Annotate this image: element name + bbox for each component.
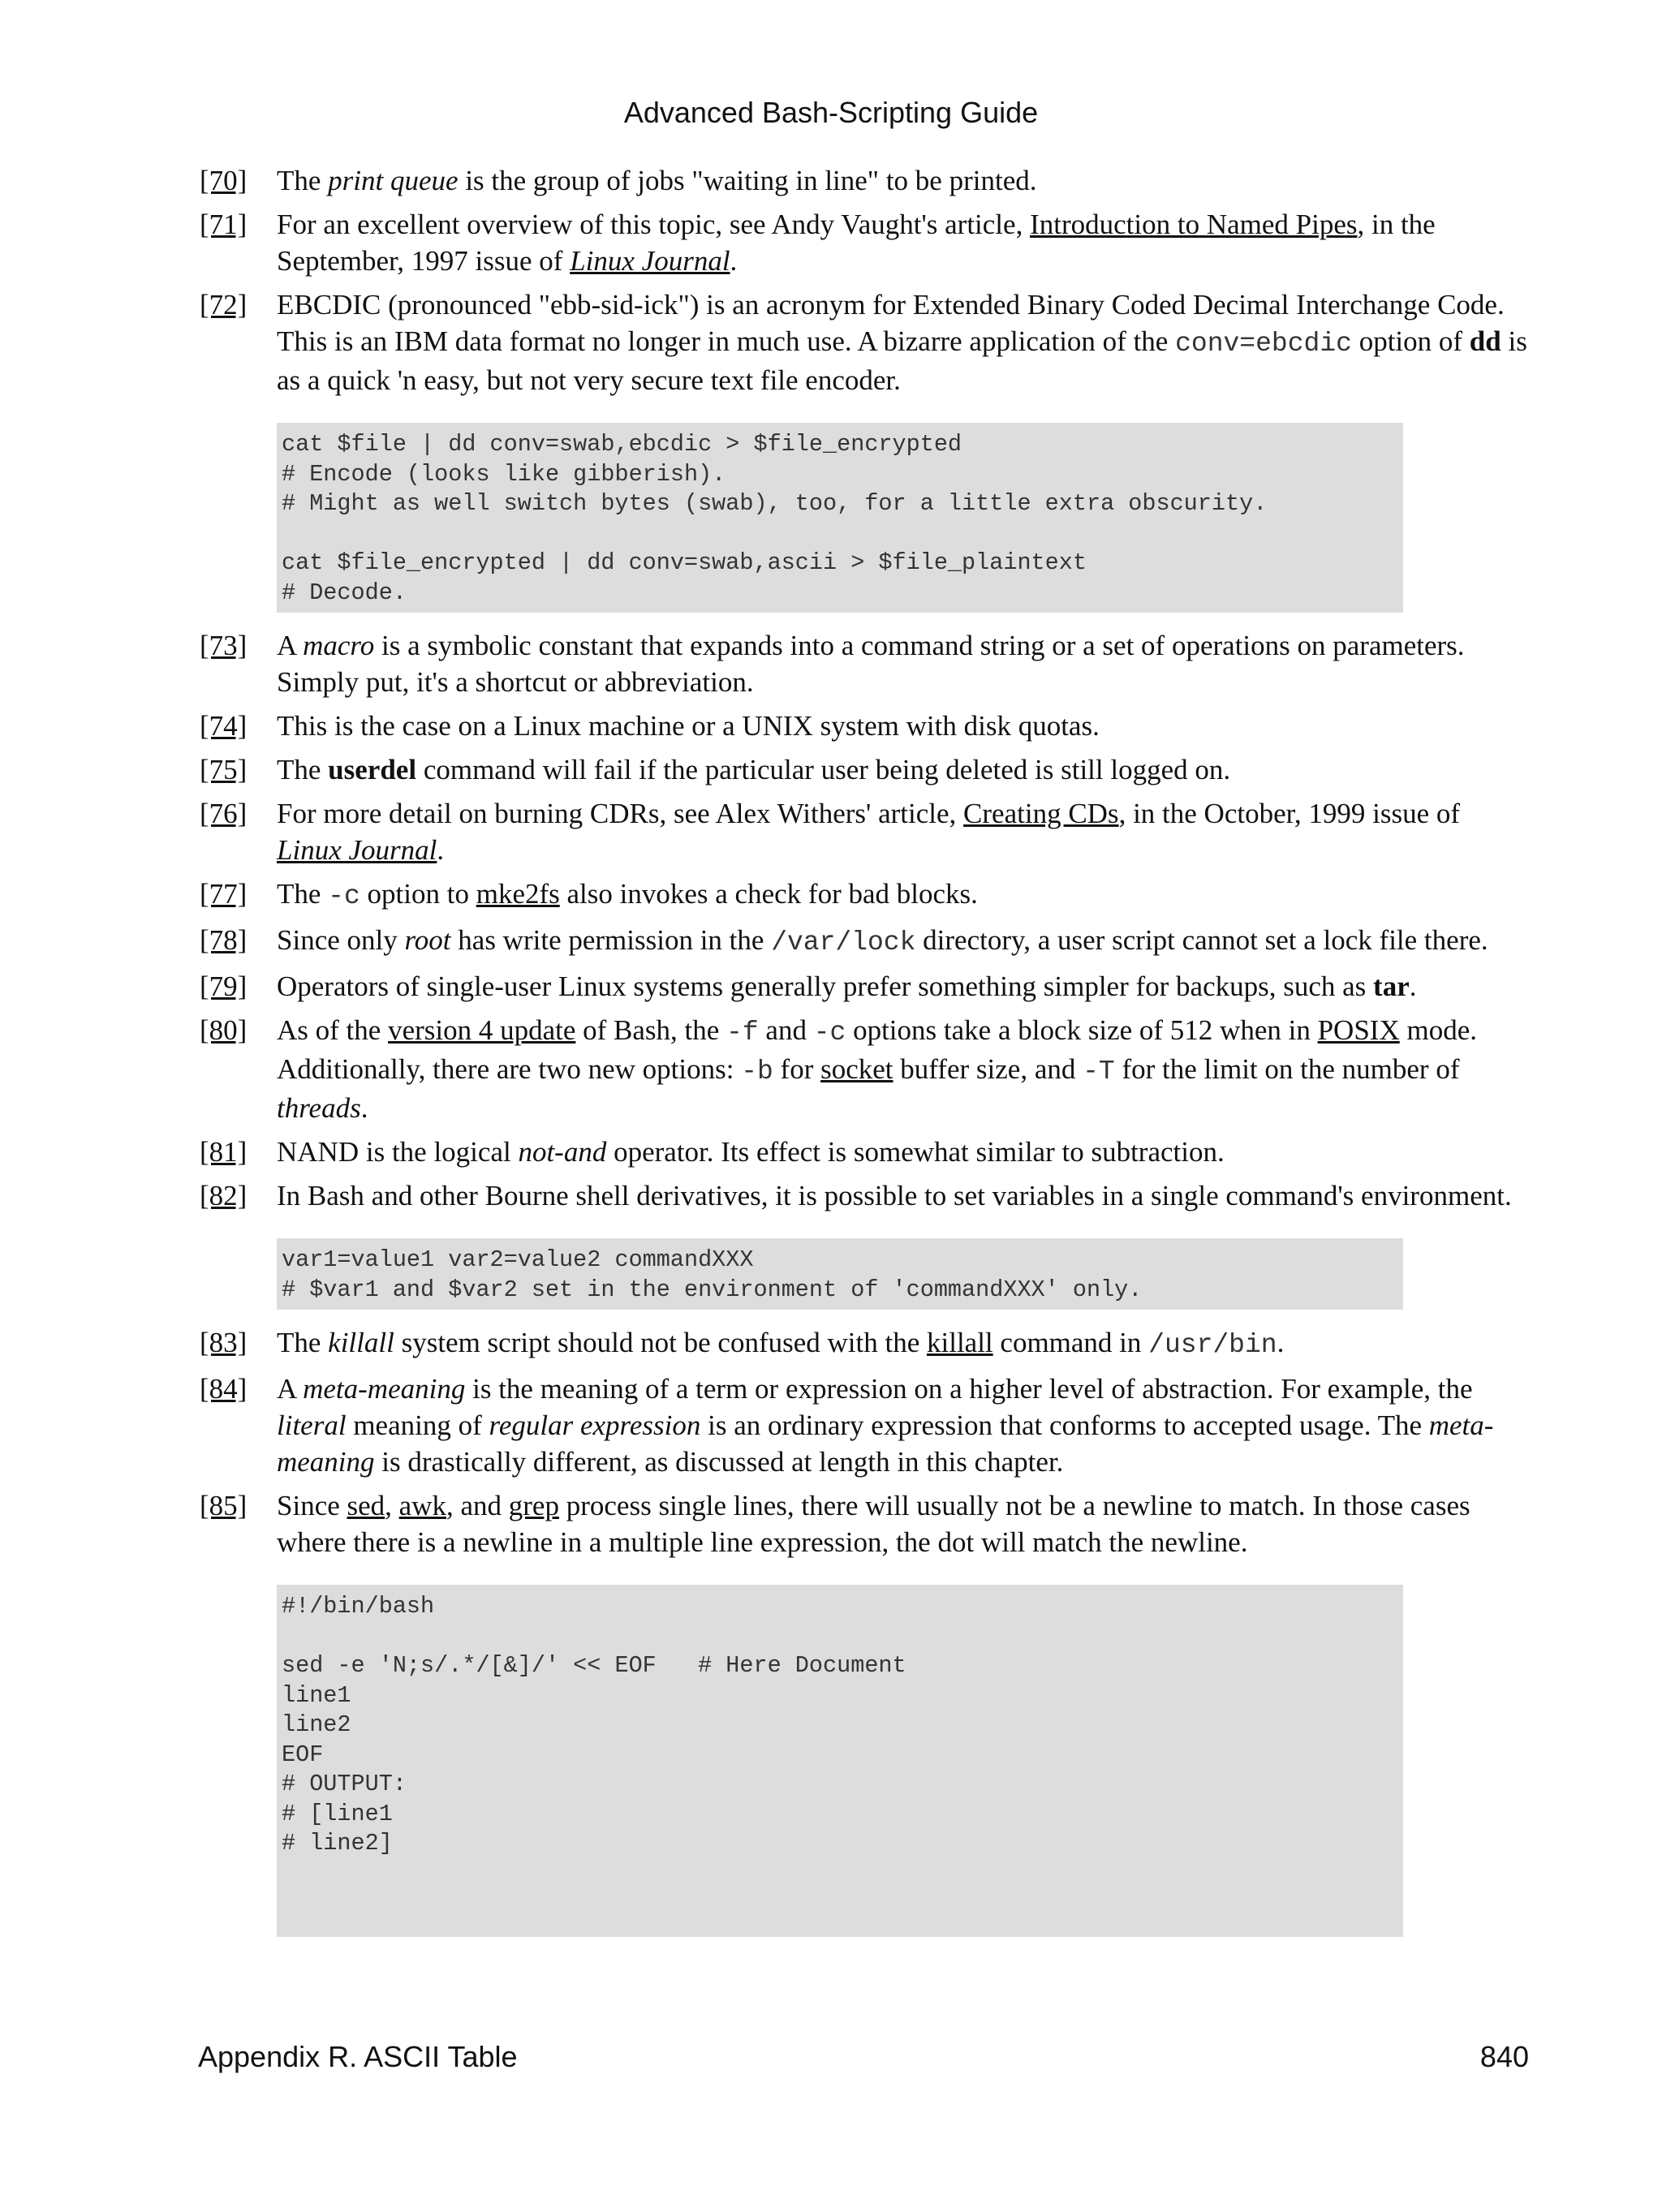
footnote-72 bbox=[200, 286, 1531, 620]
footnote-81 bbox=[200, 1134, 1531, 1170]
footnote-text bbox=[277, 1371, 1531, 1480]
link-grep[interactable]: grep bbox=[508, 1490, 559, 1521]
footnote-text bbox=[277, 162, 1531, 199]
footnote-number-link[interactable]: [81] bbox=[200, 1136, 248, 1168]
footnote-number-link[interactable]: [71] bbox=[200, 209, 248, 240]
text: A bbox=[277, 1373, 304, 1405]
text: process single lines, there will usually not be a newline to match. In those cases where there is a newline in a multiple line expression, the dot will match the newline. bbox=[277, 1490, 1470, 1558]
footnote-76 bbox=[200, 795, 1531, 868]
text: The bbox=[277, 1327, 329, 1358]
text: has write permission in the bbox=[450, 924, 772, 956]
text: Since only bbox=[277, 924, 405, 956]
footnote-text bbox=[277, 968, 1531, 1005]
footnote-79 bbox=[200, 968, 1531, 1005]
text: . bbox=[730, 245, 738, 277]
text: meaning of bbox=[346, 1409, 489, 1441]
text: , in the October, 1999 issue of bbox=[1118, 798, 1461, 829]
footnote-number-link[interactable]: [77] bbox=[200, 878, 248, 910]
text: The bbox=[277, 878, 329, 910]
emphasis: not-and bbox=[518, 1136, 607, 1168]
footnote-84 bbox=[200, 1371, 1531, 1480]
footnote-text: In Bash and other Bourne shell derivatives, it is possible to set variables in a single command's environment. bbox=[277, 1180, 1512, 1211]
text: Since bbox=[277, 1490, 347, 1521]
footnote-number-link[interactable]: [84] bbox=[200, 1373, 248, 1405]
command-name: userdel bbox=[328, 754, 417, 785]
link-linux-journal[interactable]: Linux Journal bbox=[570, 245, 730, 277]
text: is the group of jobs "waiting in line" to be printed. bbox=[458, 165, 1037, 196]
text: is the meaning of a term or expression on a higher level of abstraction. For example, the bbox=[465, 1373, 1473, 1405]
emphasis: regular expression bbox=[489, 1409, 701, 1441]
text: is an ordinary expression that conforms to accepted usage. The bbox=[700, 1409, 1429, 1441]
text: buffer size, and bbox=[893, 1053, 1083, 1085]
footnote-number-link[interactable]: [82] bbox=[200, 1180, 248, 1211]
link-sed[interactable]: sed bbox=[347, 1490, 385, 1521]
footnote-number-link[interactable]: [70] bbox=[200, 165, 248, 196]
command-name: dd bbox=[1469, 325, 1501, 357]
text: mode. Additionally, there are two new options: bbox=[277, 1014, 1477, 1085]
link-awk[interactable]: awk bbox=[398, 1490, 446, 1521]
inline-code: -f bbox=[726, 1018, 759, 1048]
text: NAND is the logical bbox=[277, 1136, 519, 1168]
text: for bbox=[773, 1053, 821, 1085]
code-block: #!/bin/bash sed -e 'N;s/.*/[&]/' << EOF # Here Document line1 line2 EOF # OUTPUT: # [line1 # line2] bbox=[277, 1585, 1403, 1937]
link-version-4-update[interactable]: version 4 update bbox=[388, 1014, 576, 1046]
footnote-77 bbox=[200, 876, 1531, 914]
footnote-78 bbox=[200, 922, 1531, 961]
code-block: cat $file | dd conv=swab,ebcdic > $file_encrypted # Encode (looks like gibberish). # Might as well switch bytes (swab), too, for a little extra obscurity. cat $file_encrypted | dd conv=swab,ascii > $file_plaintext # Decode. bbox=[277, 423, 1403, 613]
text: directory, a user script cannot set a lock file there. bbox=[915, 924, 1488, 956]
text: , in the September, 1997 issue of bbox=[277, 209, 1436, 277]
inline-code: -b bbox=[741, 1057, 773, 1087]
footnote-text bbox=[277, 795, 1531, 868]
emphasis: threads bbox=[277, 1092, 361, 1124]
footnote-text bbox=[277, 922, 1531, 961]
footnote-number-link[interactable]: [75] bbox=[200, 754, 248, 785]
link-creating-cds[interactable]: Creating CDs bbox=[963, 798, 1119, 829]
footnote-text bbox=[277, 206, 1531, 279]
link-linux-journal[interactable]: Linux Journal bbox=[277, 834, 437, 866]
text: As of the bbox=[277, 1014, 389, 1046]
emphasis: literal bbox=[277, 1409, 347, 1441]
footnote-number-link[interactable]: [72] bbox=[200, 289, 248, 321]
text: is as a quick 'n easy, but not very secure text file encoder. bbox=[277, 325, 1527, 396]
footnote-73 bbox=[200, 627, 1531, 700]
footnote-text bbox=[277, 751, 1531, 788]
page-number: 840 bbox=[1479, 2040, 1529, 2073]
footnote-number-link[interactable]: [79] bbox=[200, 970, 248, 1002]
footnote-70 bbox=[200, 162, 1531, 199]
link-named-pipes[interactable]: Introduction to Named Pipes bbox=[1030, 209, 1358, 240]
text: command in bbox=[992, 1327, 1149, 1358]
text: option of bbox=[1351, 325, 1470, 357]
text: , and bbox=[446, 1490, 509, 1521]
code-block: var1=value1 var2=value2 commandXXX # $var1 and $var2 set in the environment of 'commandXXX' only. bbox=[277, 1238, 1403, 1310]
inline-code: /usr/bin bbox=[1148, 1330, 1277, 1360]
footnote-80 bbox=[200, 1012, 1531, 1126]
text: . bbox=[1409, 970, 1417, 1002]
footnote-number-link[interactable]: [85] bbox=[200, 1490, 248, 1521]
link-posix[interactable]: POSIX bbox=[1317, 1014, 1400, 1046]
footnote-82 bbox=[200, 1177, 1531, 1317]
emphasis: meta-meaning bbox=[277, 1409, 1494, 1478]
link-mke2fs[interactable]: mke2fs bbox=[476, 878, 560, 910]
running-header: Advanced Bash-Scripting Guide bbox=[623, 96, 1039, 129]
text: The bbox=[277, 165, 329, 196]
footnote-71 bbox=[200, 206, 1531, 279]
footnote-number-link[interactable]: [78] bbox=[200, 924, 248, 956]
footnote-text bbox=[277, 876, 1531, 914]
text: options take a block size of 512 when in bbox=[846, 1014, 1318, 1046]
text: and bbox=[758, 1014, 814, 1046]
text: Operators of single-user Linux systems generally prefer something simpler for backups, such as bbox=[277, 970, 1374, 1002]
text: is drastically different, as discussed at length in this chapter. bbox=[374, 1446, 1064, 1478]
inline-code: -T bbox=[1083, 1057, 1115, 1087]
text: is a symbolic constant that expands into a command string or a set of operations on parameters. Simply put, it's a shortcut or abbreviation. bbox=[277, 630, 1465, 698]
emphasis: macro bbox=[303, 630, 375, 661]
text: . bbox=[437, 834, 445, 866]
footnote-83 bbox=[200, 1324, 1531, 1363]
footnote-number-link[interactable]: [76] bbox=[200, 798, 248, 829]
footnote-text: This is the case on a Linux machine or a UNIX system with disk quotas. bbox=[277, 710, 1100, 742]
text: operator. Its effect is somewhat similar to subtraction. bbox=[606, 1136, 1225, 1168]
footnote-75 bbox=[200, 751, 1531, 788]
footnote-number-link[interactable]: [83] bbox=[200, 1327, 248, 1358]
footnote-85 bbox=[200, 1487, 1531, 1944]
footnote-text bbox=[277, 627, 1531, 700]
text: The bbox=[277, 754, 329, 785]
text: system script should not be confused with the bbox=[394, 1327, 927, 1358]
text: also invokes a check for bad blocks. bbox=[559, 878, 978, 910]
emphasis: print queue bbox=[328, 165, 459, 196]
text: EBCDIC (pronounced "ebb-sid-ick") is an acronym for Extended Binary Coded Decimal Interchange Code. This is an IBM data format no longer in much use. A bizarre application of the bbox=[277, 289, 1505, 357]
text: , bbox=[385, 1490, 399, 1521]
command-name: tar bbox=[1373, 970, 1410, 1002]
footnotes-list bbox=[200, 162, 1531, 1952]
text: of Bash, the bbox=[575, 1014, 727, 1046]
text: A bbox=[277, 630, 304, 661]
inline-code: conv=ebcdic bbox=[1175, 329, 1352, 359]
footnote-text bbox=[277, 1487, 1531, 1560]
emphasis: meta-meaning bbox=[303, 1373, 466, 1405]
footnote-text bbox=[277, 1134, 1531, 1170]
footnote-number-link[interactable]: [80] bbox=[200, 1014, 248, 1046]
emphasis: root bbox=[404, 924, 451, 956]
footnote-text bbox=[277, 286, 1531, 398]
text: command will fail if the particular user being deleted is still logged on. bbox=[416, 754, 1231, 785]
footnote-text bbox=[277, 1012, 1531, 1126]
text: . bbox=[1277, 1327, 1285, 1358]
text: . bbox=[360, 1092, 368, 1124]
footer-section-title: Appendix R. ASCII Table bbox=[198, 2040, 518, 2073]
emphasis: killall bbox=[328, 1327, 394, 1358]
footnote-text bbox=[277, 1324, 1531, 1363]
footnote-74 bbox=[200, 708, 1531, 744]
inline-code: -c bbox=[328, 881, 360, 911]
text: For more detail on burning CDRs, see Alex Withers' article, bbox=[277, 798, 964, 829]
text: option to bbox=[360, 878, 476, 910]
footnote-number-link[interactable]: [74] bbox=[200, 710, 248, 742]
inline-code: /var/lock bbox=[771, 927, 916, 958]
page-footer bbox=[198, 2040, 1529, 2074]
inline-code: -c bbox=[813, 1018, 846, 1048]
text: for the limit on the number of bbox=[1114, 1053, 1460, 1085]
footnote-number-link[interactable]: [73] bbox=[200, 630, 248, 661]
link-socket[interactable]: socket bbox=[820, 1053, 893, 1085]
text: For an excellent overview of this topic, see Andy Vaught's article, bbox=[277, 209, 1031, 240]
link-killall[interactable]: killall bbox=[927, 1327, 993, 1358]
